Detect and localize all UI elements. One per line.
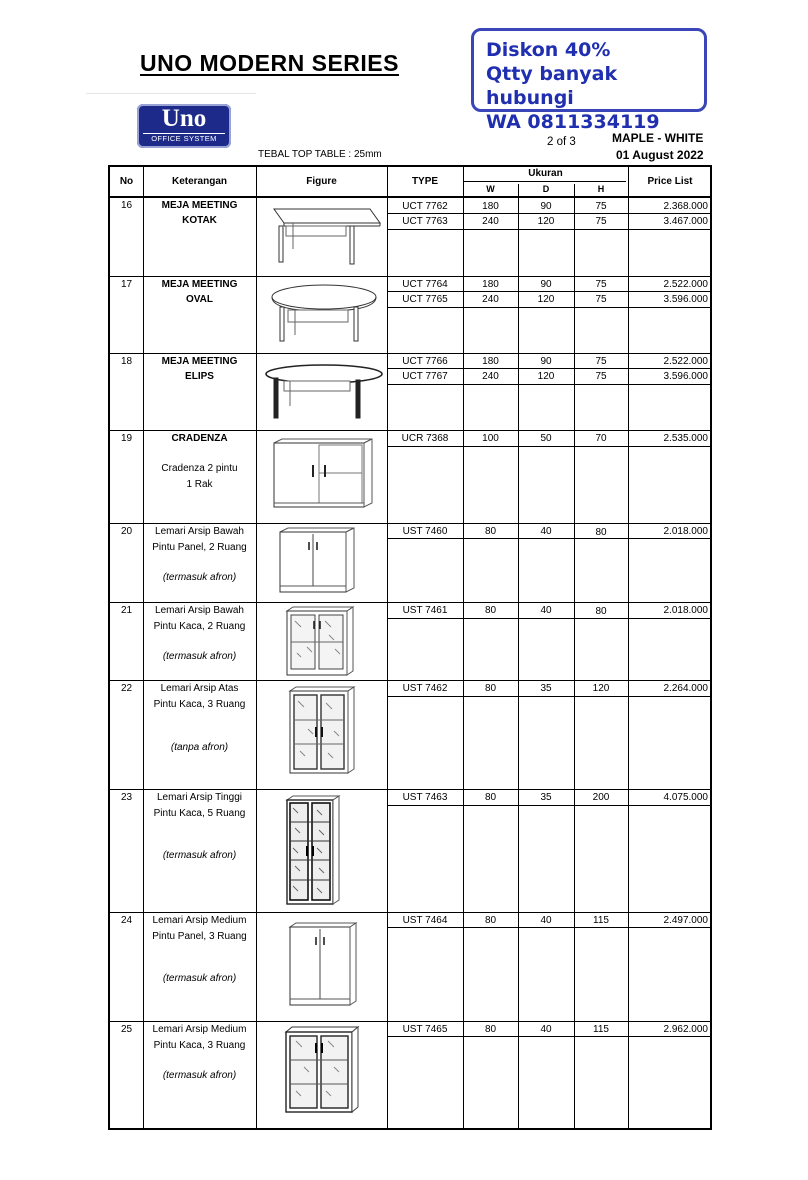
h-cell: 80 — [595, 606, 607, 617]
d-cell: 40 — [540, 605, 552, 616]
d-cell: 40 — [540, 526, 552, 537]
row-desc — [143, 605, 256, 663]
row-no: 16 — [120, 200, 133, 211]
d-cell: 90 — [540, 356, 552, 367]
cradenza-figure — [270, 437, 380, 515]
row-no: 18 — [120, 356, 133, 367]
d-cell: 90 — [540, 201, 552, 212]
type-cell: UCT 7767 — [402, 371, 448, 382]
row-no: 24 — [120, 915, 133, 926]
row-no: 20 — [120, 526, 133, 537]
h-cell: 75 — [595, 371, 607, 382]
desc-line: Lemari Arsip Tinggi — [156, 792, 243, 803]
h-cell: 115 — [593, 1024, 609, 1035]
row-desc — [143, 433, 256, 491]
desc-line: Lemari Arsip Atas — [160, 683, 239, 694]
desc-line: MEJA MEETING — [161, 279, 238, 290]
type-cell: UCT 7762 — [402, 201, 448, 212]
promo-line-discount: Diskon 40% — [486, 39, 611, 61]
type-cell: UCT 7766 — [402, 356, 448, 367]
row-desc — [143, 279, 256, 306]
type-cell: UCT 7764 — [402, 279, 448, 290]
desc-line: (termasuk afron) — [162, 651, 237, 662]
desc-line: MEJA MEETING — [161, 200, 238, 211]
h-cell: 120 — [592, 683, 610, 694]
desc-line: (termasuk afron) — [162, 572, 237, 583]
desc-line: CRADENZA — [171, 433, 228, 444]
h-cell: 200 — [592, 792, 610, 803]
desc-line: OVAL — [185, 294, 214, 305]
meeting-table-elips-figure — [262, 360, 386, 426]
w-cell: 80 — [484, 792, 497, 803]
promo-line-wa: WA 0811334119 — [486, 111, 660, 133]
row-no: 17 — [120, 279, 133, 290]
desc-line: Pintu Panel, 3 Ruang — [152, 931, 247, 942]
h-cell: 115 — [593, 915, 609, 926]
promo-box — [471, 28, 707, 133]
d-cell: 50 — [540, 433, 552, 444]
d-cell: 120 — [537, 294, 555, 305]
d-cell: 120 — [537, 216, 555, 227]
row-no: 19 — [120, 433, 133, 444]
type-cell: UCT 7763 — [402, 216, 448, 227]
w-cell: 80 — [484, 683, 497, 694]
col-header-keterangan: Keterangan — [171, 176, 227, 187]
w-cell: 80 — [484, 1024, 497, 1035]
h-cell: 75 — [595, 216, 607, 227]
col-header-d: D — [542, 184, 550, 194]
d-cell: 120 — [537, 371, 555, 382]
price-cell: 4.075.000 — [663, 792, 708, 803]
price-cell: 3.596.000 — [663, 371, 708, 382]
desc-line: Lemari Arsip Medium — [152, 1024, 247, 1035]
row-no: 23 — [120, 792, 133, 803]
desc-line: Pintu Kaca, 3 Ruang — [153, 699, 246, 710]
price-cell: 2.018.000 — [663, 526, 708, 537]
type-cell: UST 7461 — [402, 605, 448, 616]
cabinet-medium-glass-3-figure — [284, 1027, 364, 1117]
finish-label: MAPLE - WHITE — [612, 131, 704, 145]
cabinet-glass-3-figure — [288, 687, 368, 777]
price-cell: 3.596.000 — [663, 294, 708, 305]
h-cell: 70 — [595, 433, 607, 444]
col-header-price: Price List — [647, 176, 693, 187]
row-desc — [143, 200, 256, 227]
col-header-no: No — [119, 176, 134, 187]
row-desc — [143, 683, 256, 754]
h-cell: 75 — [595, 294, 607, 305]
page-title: UNO MODERN SERIES — [140, 50, 399, 76]
row-desc — [143, 356, 256, 383]
price-cell: 3.467.000 — [663, 216, 708, 227]
row-no: 21 — [120, 605, 133, 616]
desc-line: 1 Rak — [186, 479, 213, 490]
price-cell: 2.522.000 — [663, 356, 708, 367]
w-cell: 180 — [482, 356, 499, 367]
type-cell: UCT 7765 — [402, 294, 448, 305]
meeting-table-rect-figure — [262, 205, 382, 267]
w-cell: 80 — [484, 526, 497, 537]
price-cell: 2.522.000 — [663, 279, 708, 290]
col-header-type: TYPE — [411, 176, 439, 187]
d-cell: 40 — [540, 1024, 552, 1035]
row-desc — [143, 792, 256, 862]
d-cell: 35 — [540, 792, 552, 803]
h-cell: 75 — [595, 279, 607, 290]
col-header-w: W — [486, 184, 495, 194]
desc-line: Pintu Kaca, 3 Ruang — [153, 1040, 246, 1051]
w-cell: 80 — [484, 605, 497, 616]
desc-line: ELIPS — [185, 371, 214, 382]
col-header-h: H — [597, 184, 605, 194]
col-header-figure: Figure — [306, 176, 337, 187]
price-cell: 2.497.000 — [663, 915, 708, 926]
desc-line: Lemari Arsip Medium — [152, 915, 247, 926]
d-cell: 35 — [540, 683, 552, 694]
price-cell: 2.962.000 — [663, 1024, 708, 1035]
w-cell: 100 — [482, 433, 499, 444]
w-cell: 180 — [482, 201, 499, 212]
cabinet-panel-2-figure — [278, 528, 368, 598]
desc-line: Pintu Panel, 2 Ruang — [152, 542, 247, 553]
h-cell: 75 — [595, 201, 607, 212]
price-cell: 2.368.000 — [663, 201, 708, 212]
type-cell: UST 7464 — [402, 915, 448, 926]
promo-line-qty: Qtty banyak hubungi — [486, 63, 618, 109]
row-desc — [143, 1024, 256, 1082]
desc-line: Lemari Arsip Bawah — [155, 526, 244, 537]
cabinet-tall-glass-5-figure — [285, 796, 345, 908]
uno-logo — [137, 104, 231, 148]
h-cell: 80 — [595, 527, 607, 538]
desc-line: (tanpa afron) — [170, 742, 229, 753]
w-cell: 80 — [484, 915, 497, 926]
type-cell: UST 7460 — [402, 526, 448, 537]
row-no: 22 — [120, 683, 133, 694]
price-cell: 2.264.000 — [663, 683, 708, 694]
cabinet-panel-3-figure — [288, 923, 364, 1009]
d-cell: 90 — [540, 279, 552, 290]
row-desc — [143, 526, 256, 584]
type-cell: UST 7462 — [402, 683, 448, 694]
col-header-ukuran: Ukuran — [528, 168, 563, 179]
desc-line: MEJA MEETING — [161, 356, 238, 367]
row-no: 25 — [120, 1024, 133, 1035]
desc-line: (termasuk afron) — [162, 973, 237, 984]
w-cell: 240 — [482, 216, 499, 227]
desc-line: (termasuk afron) — [162, 850, 237, 861]
date-label: 01 August 2022 — [616, 148, 704, 162]
type-cell: UST 7465 — [402, 1024, 448, 1035]
type-cell: UCR 7368 — [401, 433, 449, 444]
price-cell: 2.535.000 — [663, 433, 708, 444]
desc-line: KOTAK — [182, 215, 217, 226]
meeting-table-oval-figure — [262, 280, 382, 346]
logo-sub-text: OFFICE SYSTEM — [143, 133, 225, 143]
desc-line: Lemari Arsip Bawah — [155, 605, 244, 616]
w-cell: 180 — [482, 279, 499, 290]
divider — [86, 93, 256, 94]
page-number: 2 of 3 — [547, 136, 576, 148]
tebal-top-note: TEBAL TOP TABLE : 25mm — [258, 149, 382, 160]
row-desc — [143, 915, 256, 985]
desc-line: Pintu Kaca, 2 Ruang — [153, 621, 246, 632]
type-cell: UST 7463 — [402, 792, 448, 803]
price-table — [108, 165, 712, 1130]
logo-main-text: Uno — [161, 105, 207, 132]
h-cell: 75 — [595, 356, 607, 367]
price-cell: 2.018.000 — [663, 605, 708, 616]
d-cell: 40 — [540, 915, 552, 926]
desc-line: Pintu Kaca, 5 Ruang — [153, 808, 246, 819]
cabinet-glass-2-figure — [285, 607, 365, 679]
desc-line: (termasuk afron) — [162, 1070, 237, 1081]
w-cell: 240 — [482, 294, 499, 305]
desc-line: Cradenza 2 pintu — [161, 463, 238, 474]
w-cell: 240 — [482, 371, 499, 382]
